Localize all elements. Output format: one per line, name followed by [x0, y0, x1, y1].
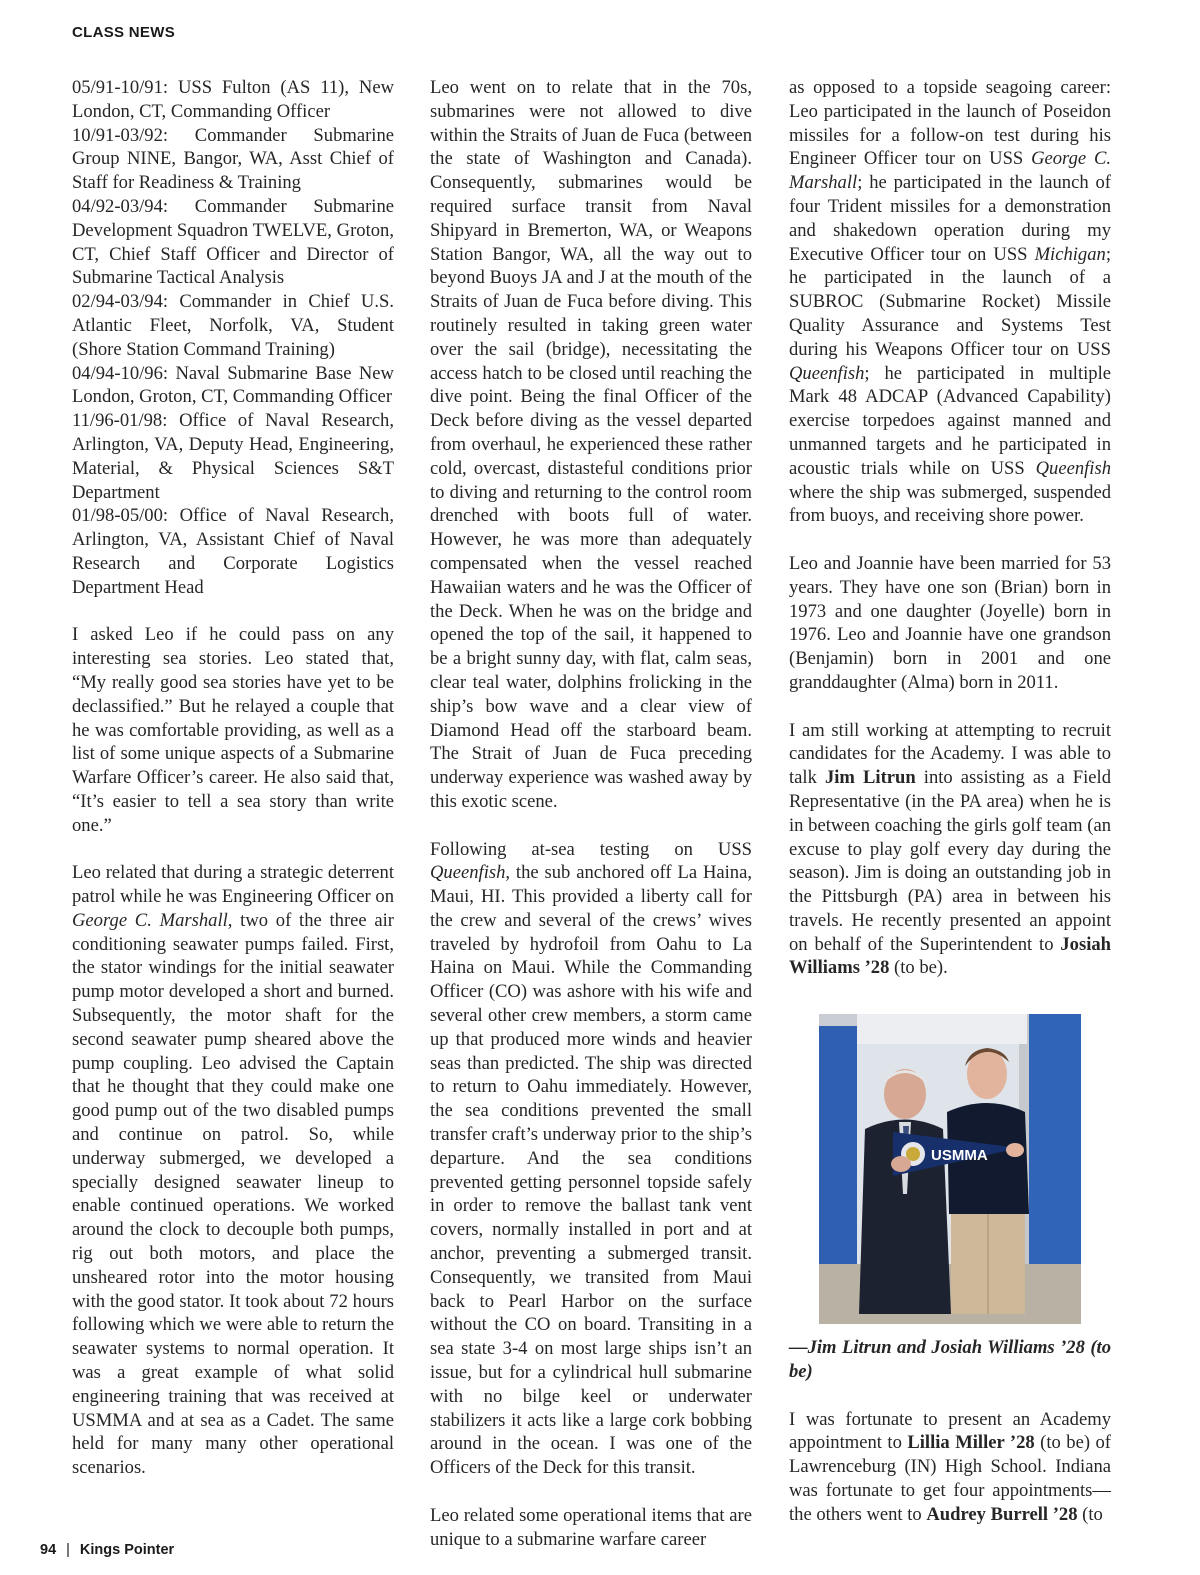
- text-run: (to be) of Lawrenceburg (IN) High School. Indiana was fortunate to get four appointments—the others went to: [789, 1432, 1111, 1525]
- career-entry: 10/91-03/92: Commander Submarine Group NINE, Bangor, WA, Asst Chief of Staff for Readiness & Training: [72, 124, 394, 194]
- paragraph-juan-de-fuca: Leo went on to relate that in the 70s, submarines were not allowed to dive within the Straits of Juan de Fuca (between the state of Washington and Canada). Consequently, submarines would be required surface transit from Naval Shipyard in Bremerton, WA, or Weapons Station Bangor, WA, all the way out to beyond Buoys JA and J at the mouth of the Straits of Juan de Fuca before diving. This routinely resulted in taking green water over the sail (bridge), necessitating the access hatch to be closed until reaching the dive point. Being the final Officer of the Deck before diving as the vessel departed from overhaul, he experienced these rather cold, overcast, distasteful conditions prior to diving and returning to the control room drenched with boots full of water. However, he was more than adequately compensated when the vessel reached Hawaiian waters and he was the Officer of the Deck. When he was on the bridge and opened the top of the sail, it happened to be a bright sunny day, with flat, calm seas, clear teal water, dolphins frolicking in the ship’s bow wave and a clear view of Diamond Head off the starboard beam. The Strait of Juan de Fuca preceding underway experience was washed away by this exotic scene.: [430, 77, 752, 812]
- text-run: , two of the three air conditioning seawater pumps failed. First, the stator windings for the initial seawater pump motor developed a short and burned. Subsequently, the motor shaft for the second seawater pump sheared above the pump coupling. Leo advised the Captain that he thought that they could make one good pump out of the two disabled pumps and continue on patrol. So, while underway submerged, we developed a specially designed seawater lineup to enable continued operations. We worked around the clock to decouple both pumps, rig out both motors, and place the unsheared rotor into the motor housing with the good stator. It took about 72 hours following which we were able to return the seawater systems to normal operation. It was a great example of what solid engineering training that was received at USMMA and at sea as a Cadet. The same held for many many other operational scenarios.: [72, 909, 394, 1479]
- career-entry: 01/98-05/00: Office of Naval Research, Arlington, VA, Assistant Chief of Naval Research and Corporate Logistics Department Head: [72, 505, 394, 598]
- ship-name: Queenfish: [1035, 457, 1111, 479]
- paragraph-seawater-pumps: [72, 861, 394, 1480]
- text-run: (to be).: [889, 957, 948, 979]
- text-run: I am still working at attempting to recruit candidates for the Academy. I was able to talk: [789, 719, 1111, 789]
- footer-separator: |: [66, 1542, 70, 1558]
- career-entry: 04/92-03/94: Commander Submarine Development Squadron TWELVE, Groton, CT, Chief Staff Officer and Director of Submarine Tactical Analysis: [72, 195, 394, 289]
- text-run: where the ship was submerged, suspended from buoys, and receiving shore power.: [789, 481, 1111, 527]
- photo-litrun-williams: [819, 1014, 1081, 1324]
- section-header: CLASS NEWS: [72, 24, 176, 41]
- paragraph-la-haina: [430, 838, 752, 1481]
- person-name: Josiah Williams ’28: [789, 933, 1111, 979]
- pennant-text: USMMA: [931, 1147, 988, 1165]
- ship-name: Michigan: [1034, 243, 1106, 265]
- career-entry: 05/91-10/91: USS Fulton (AS 11), New London, CT, Commanding Officer: [72, 77, 394, 122]
- text-run: ; he participated in the launch of four Trident missiles for a demonstration and shakedown operation during my Executive Officer tour on USS: [789, 172, 1111, 265]
- text-run: Leo related that during a strategic deterrent patrol while he was Engineering Officer on: [72, 862, 394, 908]
- paragraph-operational-items: Leo related some operational items that are unique to a submarine warfare career: [430, 1504, 752, 1550]
- column-1: [72, 76, 394, 1504]
- text-run: (to: [1077, 1503, 1103, 1525]
- page-number: 94: [40, 1542, 57, 1558]
- text-run: as opposed to a topside seagoing career: Leo participated in the launch of Poseidon missiles for a follow-on test during his Engineer Officer tour on USS: [789, 77, 1111, 170]
- person-name: Lillia Miller ’28: [907, 1432, 1035, 1454]
- column-3: [789, 76, 1111, 1527]
- publication-name: Kings Pointer: [79, 1542, 175, 1558]
- text-run: I was fortunate to present an Academy appointment to: [789, 1408, 1111, 1454]
- photo-caption: —Jim Litrun and Josiah Williams ’28 (to be): [789, 1337, 1111, 1383]
- career-entry: 02/94-03/94: Commander in Chief U.S. Atlantic Fleet, Norfolk, VA, Student (Shore Station Command Training): [72, 291, 394, 360]
- ship-name: Queenfish: [789, 362, 865, 384]
- text-run: , the sub anchored off La Haina, Maui, HI. This provided a liberty call for the crew and several of the crews’ wives traveled by hydrofoil from Oahu to La Haina on Maui. While the Commanding Officer (CO) was ashore with his wife and several other crew members, a storm came up that produced more winds and heavier seas than predicted. The ship was directed to return to Oahu immediately. However, the sea conditions prevented the small transfer craft’s underway prior to the ship’s departure. And the sea conditions prevented getting personnel topside safely in order to remove the ballast tank vent covers, normally installed in port and at anchor, preventing a submerged transit. Consequently, we transited from Maui back to Pearl Harbor on the surface without the CO on board. Transiting in a sea state 3-4 on most large ships isn’t an issue, but for a cylindrical hull submarine with no bilge keel or underwater stabilizers it acts like a large cork bobbing around in the ocean. I was one of the Officers of the Deck for this transit.: [430, 862, 752, 1479]
- ship-name: George C. Marshall: [72, 909, 228, 931]
- text-run: ; he participated in multiple Mark 48 ADCAP (Advanced Capability) exercise torpedoes against manned and unmanned targets and he participated in acoustic trials while on USS: [789, 362, 1111, 479]
- paragraph-appointments: [789, 1408, 1111, 1527]
- career-entry: 11/96-01/98: Office of Naval Research, Arlington, VA, Deputy Head, Engineering, Material, & Physical Sciences S&T Department: [72, 410, 394, 503]
- person-name: Jim Litrun: [824, 767, 916, 789]
- paragraph-family: Leo and Joannie have been married for 53 years. They have one son (Brian) born in 1973 and one daughter (Joyelle) born in 1976. Leo and Joannie have one grandson (Benjamin) born in 2001 and one granddaughter (Alma) born in 2011.: [789, 552, 1111, 693]
- ship-name: George C. Marshall: [789, 148, 1111, 194]
- career-entry: 04/94-10/96: Naval Submarine Base New London, Groton, CT, Commanding Officer: [72, 362, 394, 408]
- ship-name: Queenfish: [430, 862, 506, 884]
- text-run: ; he participated in the launch of a SUBROC (Submarine Rocket) Missile Quality Assurance and Systems Test during his Weapons Officer tour on USS: [789, 243, 1111, 360]
- person-name: Audrey Burrell ’28: [926, 1503, 1078, 1525]
- paragraph-missile-launches: [789, 76, 1111, 528]
- paragraph-recruiting: [789, 719, 1111, 981]
- text-run: Following at-sea testing on USS: [430, 838, 752, 860]
- column-2: [430, 76, 752, 1575]
- paragraph-sea-stories: I asked Leo if he could pass on any interesting sea stories. Leo stated that, “My really good sea stories have yet to be declassified.” But he relayed a couple that he was comfortable providing, as well as a list of some unique aspects of a Submarine Warfare Officer’s career. He also said that, “It’s easier to tell a sea story than write one.”: [72, 624, 394, 836]
- text-run: into assisting as a Field Representative (in the PA area) when he is in between coaching the girls golf team (an excuse to play golf every day during the season). Jim is doing an outstanding job in the Pittsburgh (PA) area in between his travels. He recently presented an appoint on behalf of the Superintendent to: [789, 767, 1112, 955]
- page-footer: [40, 1542, 174, 1558]
